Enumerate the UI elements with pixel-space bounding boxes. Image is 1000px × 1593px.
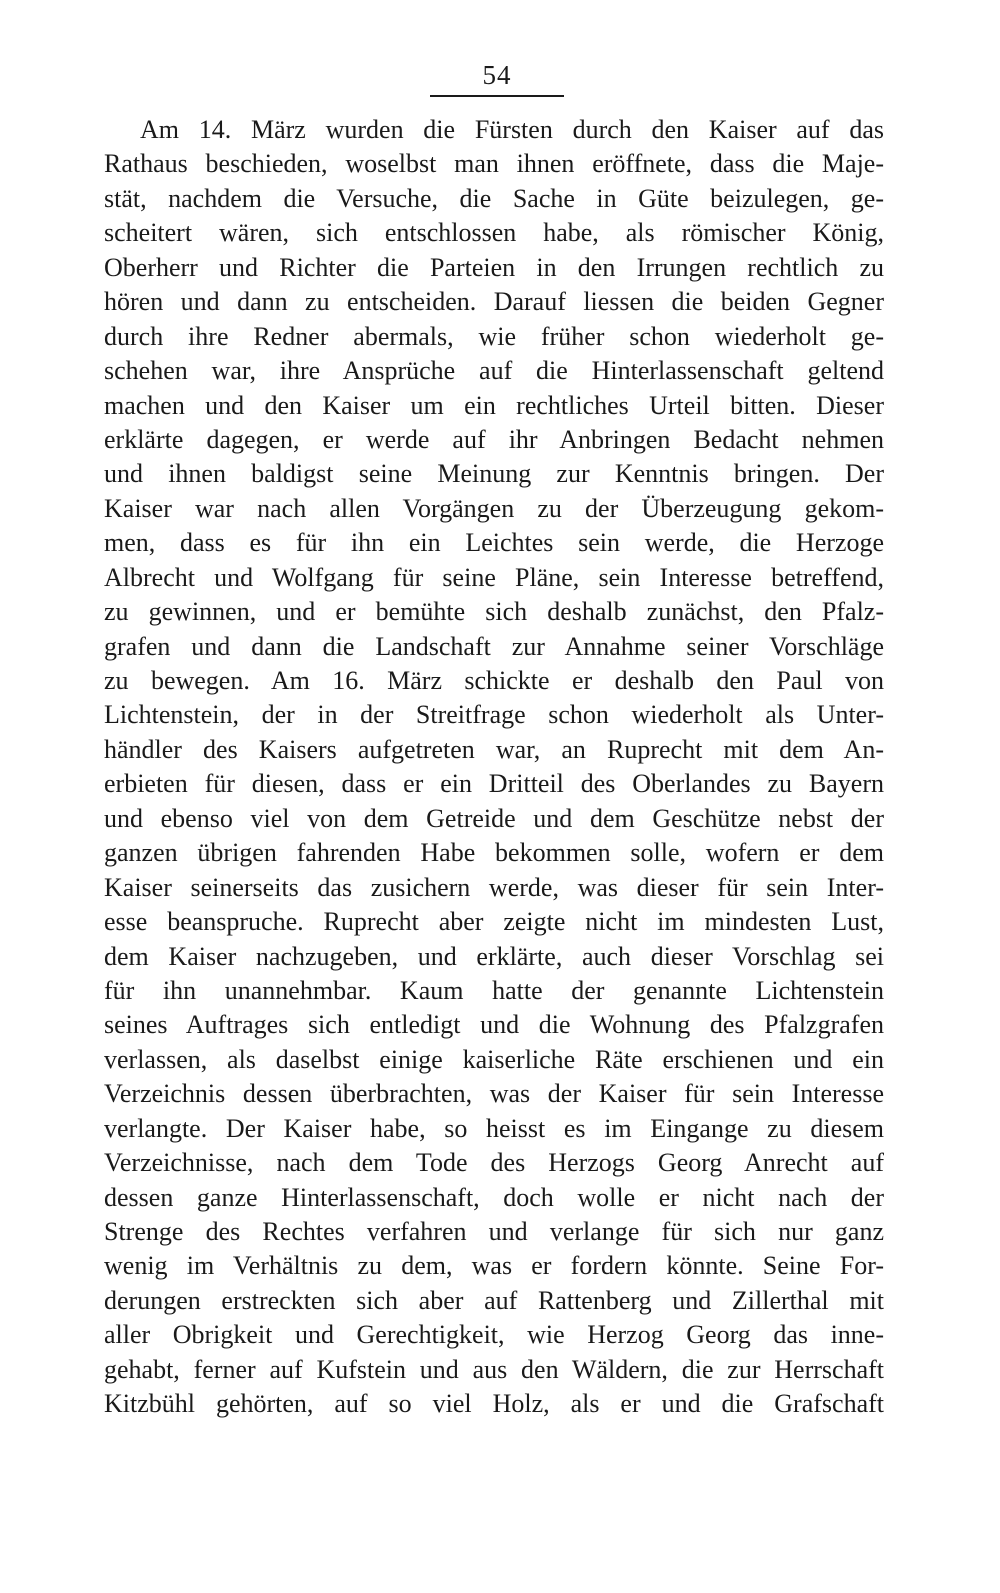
text-line: Kaiser war nach allen Vorgängen zu der Überzeugung gekom-	[104, 493, 884, 523]
text-line: Kitzbühl gehörten, auf so viel Holz, als er und die Grafschaft	[104, 1389, 884, 1419]
text-line: Verzeichnis dessen überbrachten, was der Kaiser für sein Interesse	[104, 1079, 884, 1109]
text-line: verlassen, als daselbst einige kaiserliche Räte erschienen und ein	[104, 1044, 884, 1074]
text-line: dessen ganze Hinterlassenschaft, doch wolle er nicht nach der	[104, 1182, 884, 1212]
text-line: dem Kaiser nachzugeben, und erklärte, auch dieser Vorschlag sei	[104, 941, 884, 971]
text-line: Am 14. März wurden die Fürsten durch den Kaiser auf das	[140, 115, 884, 144]
text-line: verlangte. Der Kaiser habe, so heisst es im Eingange zu diesem	[104, 1113, 884, 1143]
page-number-rule	[430, 95, 564, 97]
text-line: hören und dann zu entscheiden. Darauf liessen die beiden Gegner	[104, 287, 884, 317]
page-number: 54	[482, 60, 512, 90]
text-line: für ihn unannehmbar. Kaum hatte der genannte Lichtenstein	[104, 975, 884, 1005]
text-line: esse beanspruche. Ruprecht aber zeigte nicht im mindesten Lust,	[104, 907, 884, 937]
text-line: grafen und dann die Landschaft zur Annahme seiner Vorschläge	[104, 631, 884, 661]
text-line: Rathaus beschieden, woselbst man ihnen eröffnete, dass die Maje-	[104, 149, 884, 179]
text-line: erklärte dagegen, er werde auf ihr Anbringen Bedacht nehmen	[104, 424, 884, 454]
text-line: ganzen übrigen fahrenden Habe bekommen solle, wofern er dem	[104, 838, 884, 868]
text-line: und ebenso viel von dem Getreide und dem Geschütze nebst der	[104, 803, 884, 833]
text-line: zu gewinnen, und er bemühte sich deshalb zunächst, den Pfalz-	[104, 597, 884, 627]
text-line: men, dass es für ihn ein Leichtes sein werde, die Herzoge	[104, 528, 884, 558]
text-line: durch ihre Redner abermals, wie früher schon wiederholt ge-	[104, 321, 884, 351]
text-line: Verzeichnisse, nach dem Tode des Herzogs Georg Anrecht auf	[104, 1148, 884, 1178]
text-line: schehen war, ihre Ansprüche auf die Hinterlassenschaft geltend	[104, 356, 884, 386]
text-line: wenig im Verhältnis zu dem, was er fordern könnte. Seine For-	[104, 1251, 884, 1281]
text-line: gehabt, ferner auf Kufstein und aus den Wäldern, die zur Herrschaft	[104, 1354, 884, 1384]
body-text	[104, 113, 884, 1422]
text-line: und ihnen baldigst seine Meinung zur Kenntnis bringen. Der	[104, 459, 884, 489]
text-line: aller Obrigkeit und Gerechtigkeit, wie Herzog Georg das inne-	[104, 1320, 884, 1350]
text-line: derungen erstreckten sich aber auf Rattenberg und Zillerthal mit	[104, 1285, 884, 1315]
text-line: scheitert wären, sich entschlossen habe, als römischer König,	[104, 218, 884, 248]
text-line: seines Auftrages sich entledigt und die Wohnung des Pfalzgrafen	[104, 1010, 884, 1040]
text-line: Oberherr und Richter die Parteien in den Irrungen rechtlich zu	[104, 252, 884, 282]
text-line: machen und den Kaiser um ein rechtliches Urteil bitten. Dieser	[104, 390, 884, 420]
text-line: Albrecht und Wolfgang für seine Pläne, sein Interesse betreffend,	[104, 562, 884, 592]
text-line: händler des Kaisers aufgetreten war, an Ruprecht mit dem An-	[104, 734, 884, 764]
text-line: Lichtenstein, der in der Streitfrage schon wiederholt als Unter-	[104, 700, 884, 730]
text-line: zu bewegen. Am 16. März schickte er deshalb den Paul von	[104, 666, 884, 695]
text-line: stät, nachdem die Versuche, die Sache in Güte beizulegen, ge-	[104, 183, 884, 213]
text-line: Kaiser seinerseits das zusichern werde, was dieser für sein Inter-	[104, 872, 884, 902]
text-line: Strenge des Rechtes verfahren und verlange für sich nur ganz	[104, 1217, 884, 1246]
text-line: erbieten für diesen, dass er ein Dritteil des Oberlandes zu Bayern	[104, 769, 884, 799]
